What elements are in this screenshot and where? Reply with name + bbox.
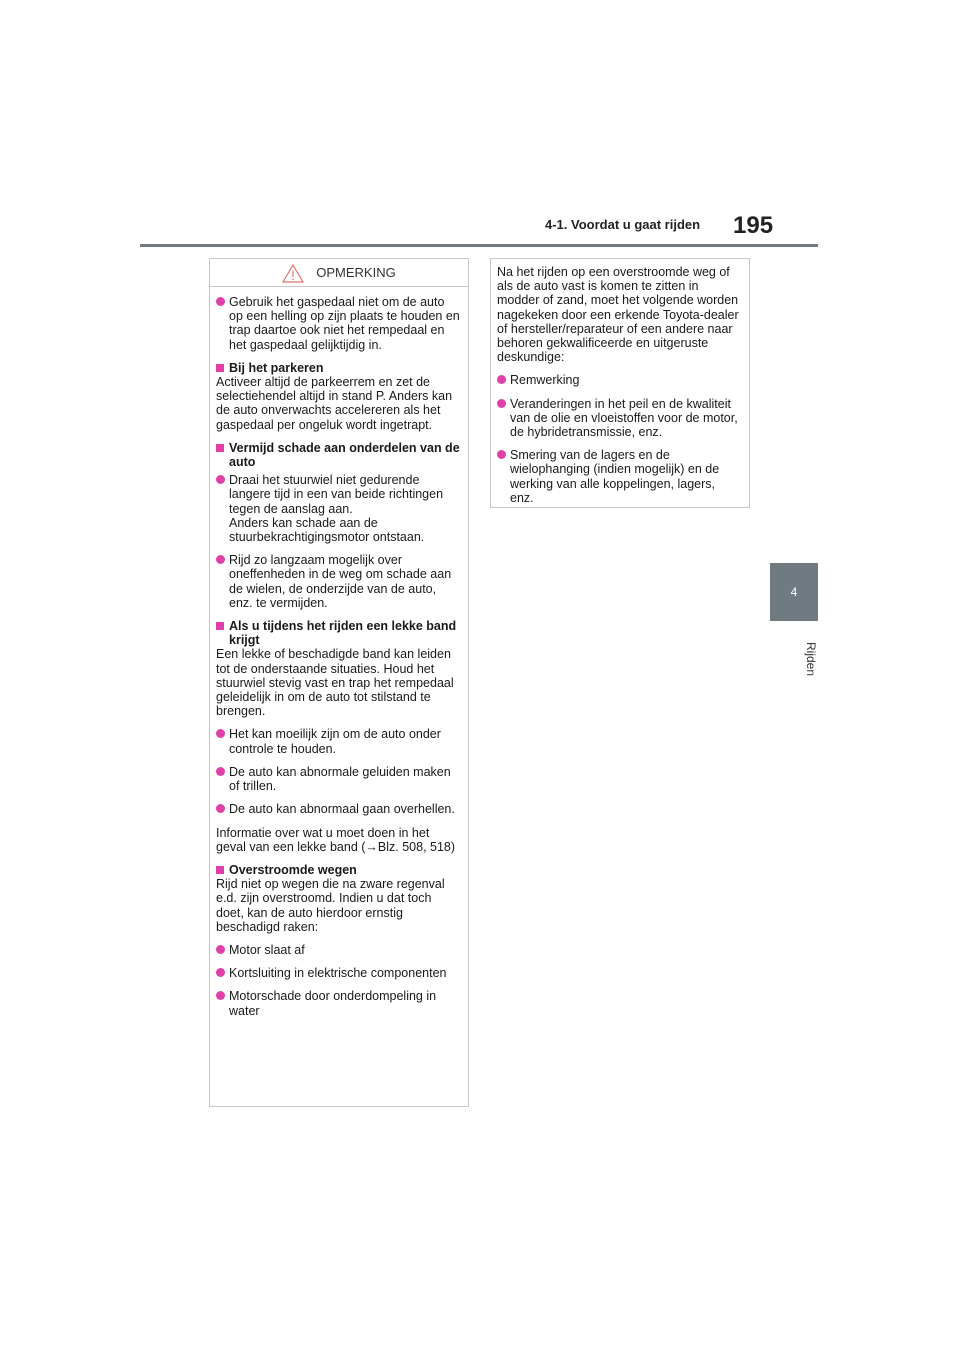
list-item (497, 373, 742, 387)
bullet-text: Het kan moeilijk zijn om de auto onder controle te houden. (229, 727, 441, 756)
paragraph: Een lekke of beschadigde band kan leiden tot de onderstaande situaties. Houd het stuurwiel stevig vast en trap het rempedaal geleidelijk in om de auto tot stilstand te brengen. (216, 647, 454, 719)
bullet-dot-icon (216, 555, 225, 564)
subheading-text: Vermijd schade aan onderdelen van de auto (229, 440, 460, 470)
bullet-square-icon (216, 364, 224, 372)
bullet-dot-icon (497, 399, 506, 408)
bullet-text: De auto kan abnormale geluiden maken of trillen. (229, 764, 451, 794)
bullet-dot-icon (216, 804, 225, 813)
page-header (0, 0, 960, 260)
header-rule (140, 244, 818, 247)
list-item (216, 943, 461, 957)
chapter-label: Rijden (804, 641, 819, 677)
list-item (216, 989, 461, 1017)
bullet-square-icon (216, 622, 224, 630)
warning-triangle-icon (282, 264, 304, 283)
notice-box (209, 258, 469, 1107)
subheading-text: Overstroomde wegen (229, 862, 357, 877)
bullet-square-icon (216, 444, 224, 452)
subheading-text: Als u tijdens het rijden een lekke band krijgt (229, 619, 457, 648)
notice-title: OPMERKING (316, 264, 396, 280)
bullet-text: Draai het stuurwiel niet gedurende langere tijd in een van beide richtingen tegen de aanslag aan. (229, 473, 444, 516)
section-title: 4-1. Voordat u gaat rijden (545, 217, 701, 232)
paragraph: Activeer altijd de parkeerrem en zet de selectiehendel altijd in stand P. Anders kan de auto onverwachts accelereren als het gaspedaal per ongeluk wordt ingetrapt. (216, 375, 453, 432)
notice-box-continued (490, 258, 750, 508)
paragraph: Informatie over wat u moet doen in het geval van een lekke band (→Blz. 508, 518) (216, 825, 456, 854)
bullet-dot-icon (216, 991, 225, 1000)
list-item (216, 473, 461, 544)
bullet-text: Motor slaat af (229, 942, 305, 957)
bullet-dot-icon (497, 375, 506, 384)
subheading (216, 619, 461, 647)
bullet-dot-icon (216, 968, 225, 977)
bullet-text: Veranderingen in het peil en de kwaliteit van de olie en vloeistoffen voor de motor, de hybridetransmissie, enz. (510, 396, 738, 440)
subheading (216, 441, 461, 469)
list-item (497, 397, 742, 440)
bullet-square-icon (216, 866, 224, 874)
notice-header (210, 263, 468, 287)
bullet-text: Remwerking (510, 373, 580, 388)
bullet-dot-icon (216, 297, 225, 306)
list-item (216, 295, 461, 352)
bullet-text: Gebruik het gaspedaal niet om de auto op een helling op zijn plaats te houden en trap daartoe ook niet het rempedaal en het gaspedaal gelijktijdig in. (229, 295, 460, 352)
list-item (216, 727, 461, 755)
chapter-tab (770, 563, 818, 621)
bullet-dot-icon (497, 450, 506, 459)
subheading-text: Bij het parkeren (229, 360, 324, 375)
bullet-text: Kortsluiting in elektrische componenten (229, 966, 447, 981)
bullet-text: Anders kan schade aan de stuurbekrachtigingsmotor ontstaan. (229, 515, 425, 545)
subheading (216, 361, 461, 375)
chapter-number: 4 (790, 585, 798, 599)
list-item (216, 765, 461, 793)
subheading (216, 863, 461, 877)
paragraph: Rijd niet op wegen die na zware regenval e.d. zijn overstroomd. Indien u dat toch doet, kan de auto hierdoor ernstig beschadigd raken: (216, 877, 445, 934)
bullet-dot-icon (216, 729, 225, 738)
page-number: 195 (733, 212, 774, 239)
list-item (216, 802, 461, 816)
bullet-dot-icon (216, 945, 225, 954)
paragraph: Na het rijden op een overstroomde weg of als de auto vast is komen te zitten in modder of zand, moet het volgende worden nagekeken door een erkende Toyota-dealer of hersteller/reparateur of een andere naar behoren gekwalificeerde en uitgeruste deskundige: (497, 265, 739, 365)
bullet-text: Rijd zo langzaam mogelijk over oneffenheden in de weg om schade aan de wielen, de onderzijde van de auto, enz. te vermijden. (229, 553, 452, 610)
list-item (216, 966, 461, 980)
list-item (497, 448, 742, 505)
bullet-text: Motorschade door onderdompeling in water (229, 989, 437, 1018)
bullet-dot-icon (216, 767, 225, 776)
bullet-text: De auto kan abnormaal gaan overhellen. (229, 802, 455, 817)
list-item (216, 553, 461, 610)
bullet-text: Smering van de lagers en de wielophanging (indien mogelijk) en de werking van alle koppelingen, lagers, enz. (510, 448, 720, 505)
bullet-dot-icon (216, 475, 225, 484)
